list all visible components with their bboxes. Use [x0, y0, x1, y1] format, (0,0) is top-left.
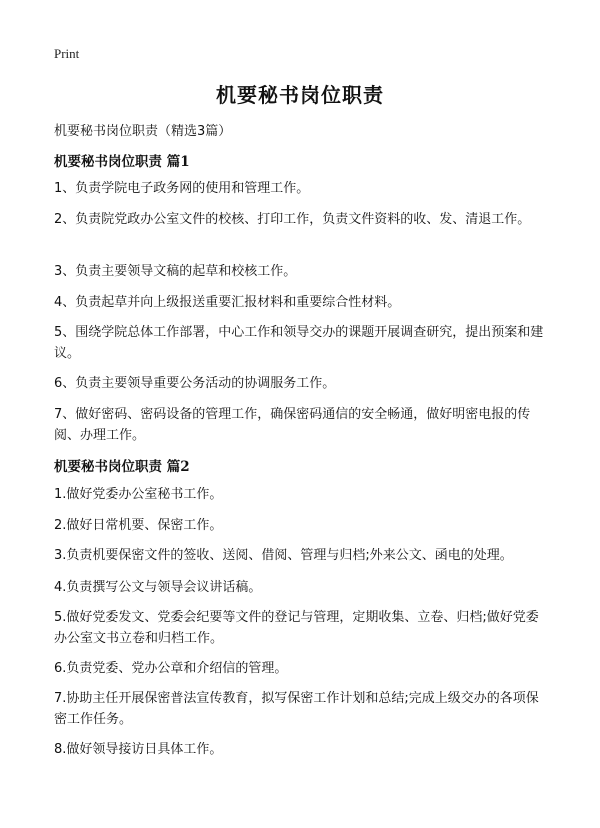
list-item: 6.负责党委、党办公章和介绍信的管理。 [54, 661, 288, 676]
section-heading-1: 机要秘书岗位职责 篇1 [54, 154, 190, 170]
list-item: 2.做好日常机要、保密工作。 [54, 518, 223, 533]
list-item: 2、负责院党政办公室文件的校核、打印工作，负责文件资料的收、发、清退工作。 [54, 212, 531, 227]
list-item: 1.做好党委办公室秘书工作。 [54, 487, 223, 502]
list-item: 1、负责学院电子政务网的使用和管理工作。 [54, 181, 310, 196]
list-item: 3、负责主要领导文稿的起草和校核工作。 [54, 264, 297, 279]
section-heading-2: 机要秘书岗位职责 篇2 [54, 459, 190, 475]
list-item: 7.协助主任开展保密普法宣传教育，拟写保密工作计划和总结;完成上级交办的各项保密工作任务。 [54, 691, 539, 727]
list-item: 3.负责机要保密文件的签收、送阅、借阅、管理与归档;外来公文、函电的处理。 [54, 548, 513, 563]
list-item: 7、做好密码、密码设备的管理工作，确保密码通信的安全畅通，做好明密电报的传阅、办理工作。 [54, 407, 531, 443]
print-label: Print [54, 46, 80, 61]
list-item: 8.做好领导接访日具体工作。 [54, 742, 223, 757]
list-item: 4.负责撰写公文与领导会议讲话稿。 [54, 580, 262, 595]
list-item: 4、负责起草并向上级报送重要汇报材料和重要综合性材料。 [54, 295, 401, 310]
list-item: 5.做好党委发文、党委会纪要等文件的登记与管理，定期收集、立卷、归档;做好党委办公室文书立卷和归档工作。 [54, 610, 539, 646]
list-item: 5、围绕学院总体工作部署，中心工作和领导交办的课题开展调查研究，提出预案和建议。 [54, 325, 544, 361]
list-item: 6、负责主要领导重要公务活动的协调服务工作。 [54, 376, 336, 391]
document-title: 机要秘书岗位职责 [216, 83, 384, 107]
document-subtitle: 机要秘书岗位职责（精选3篇） [54, 124, 232, 139]
